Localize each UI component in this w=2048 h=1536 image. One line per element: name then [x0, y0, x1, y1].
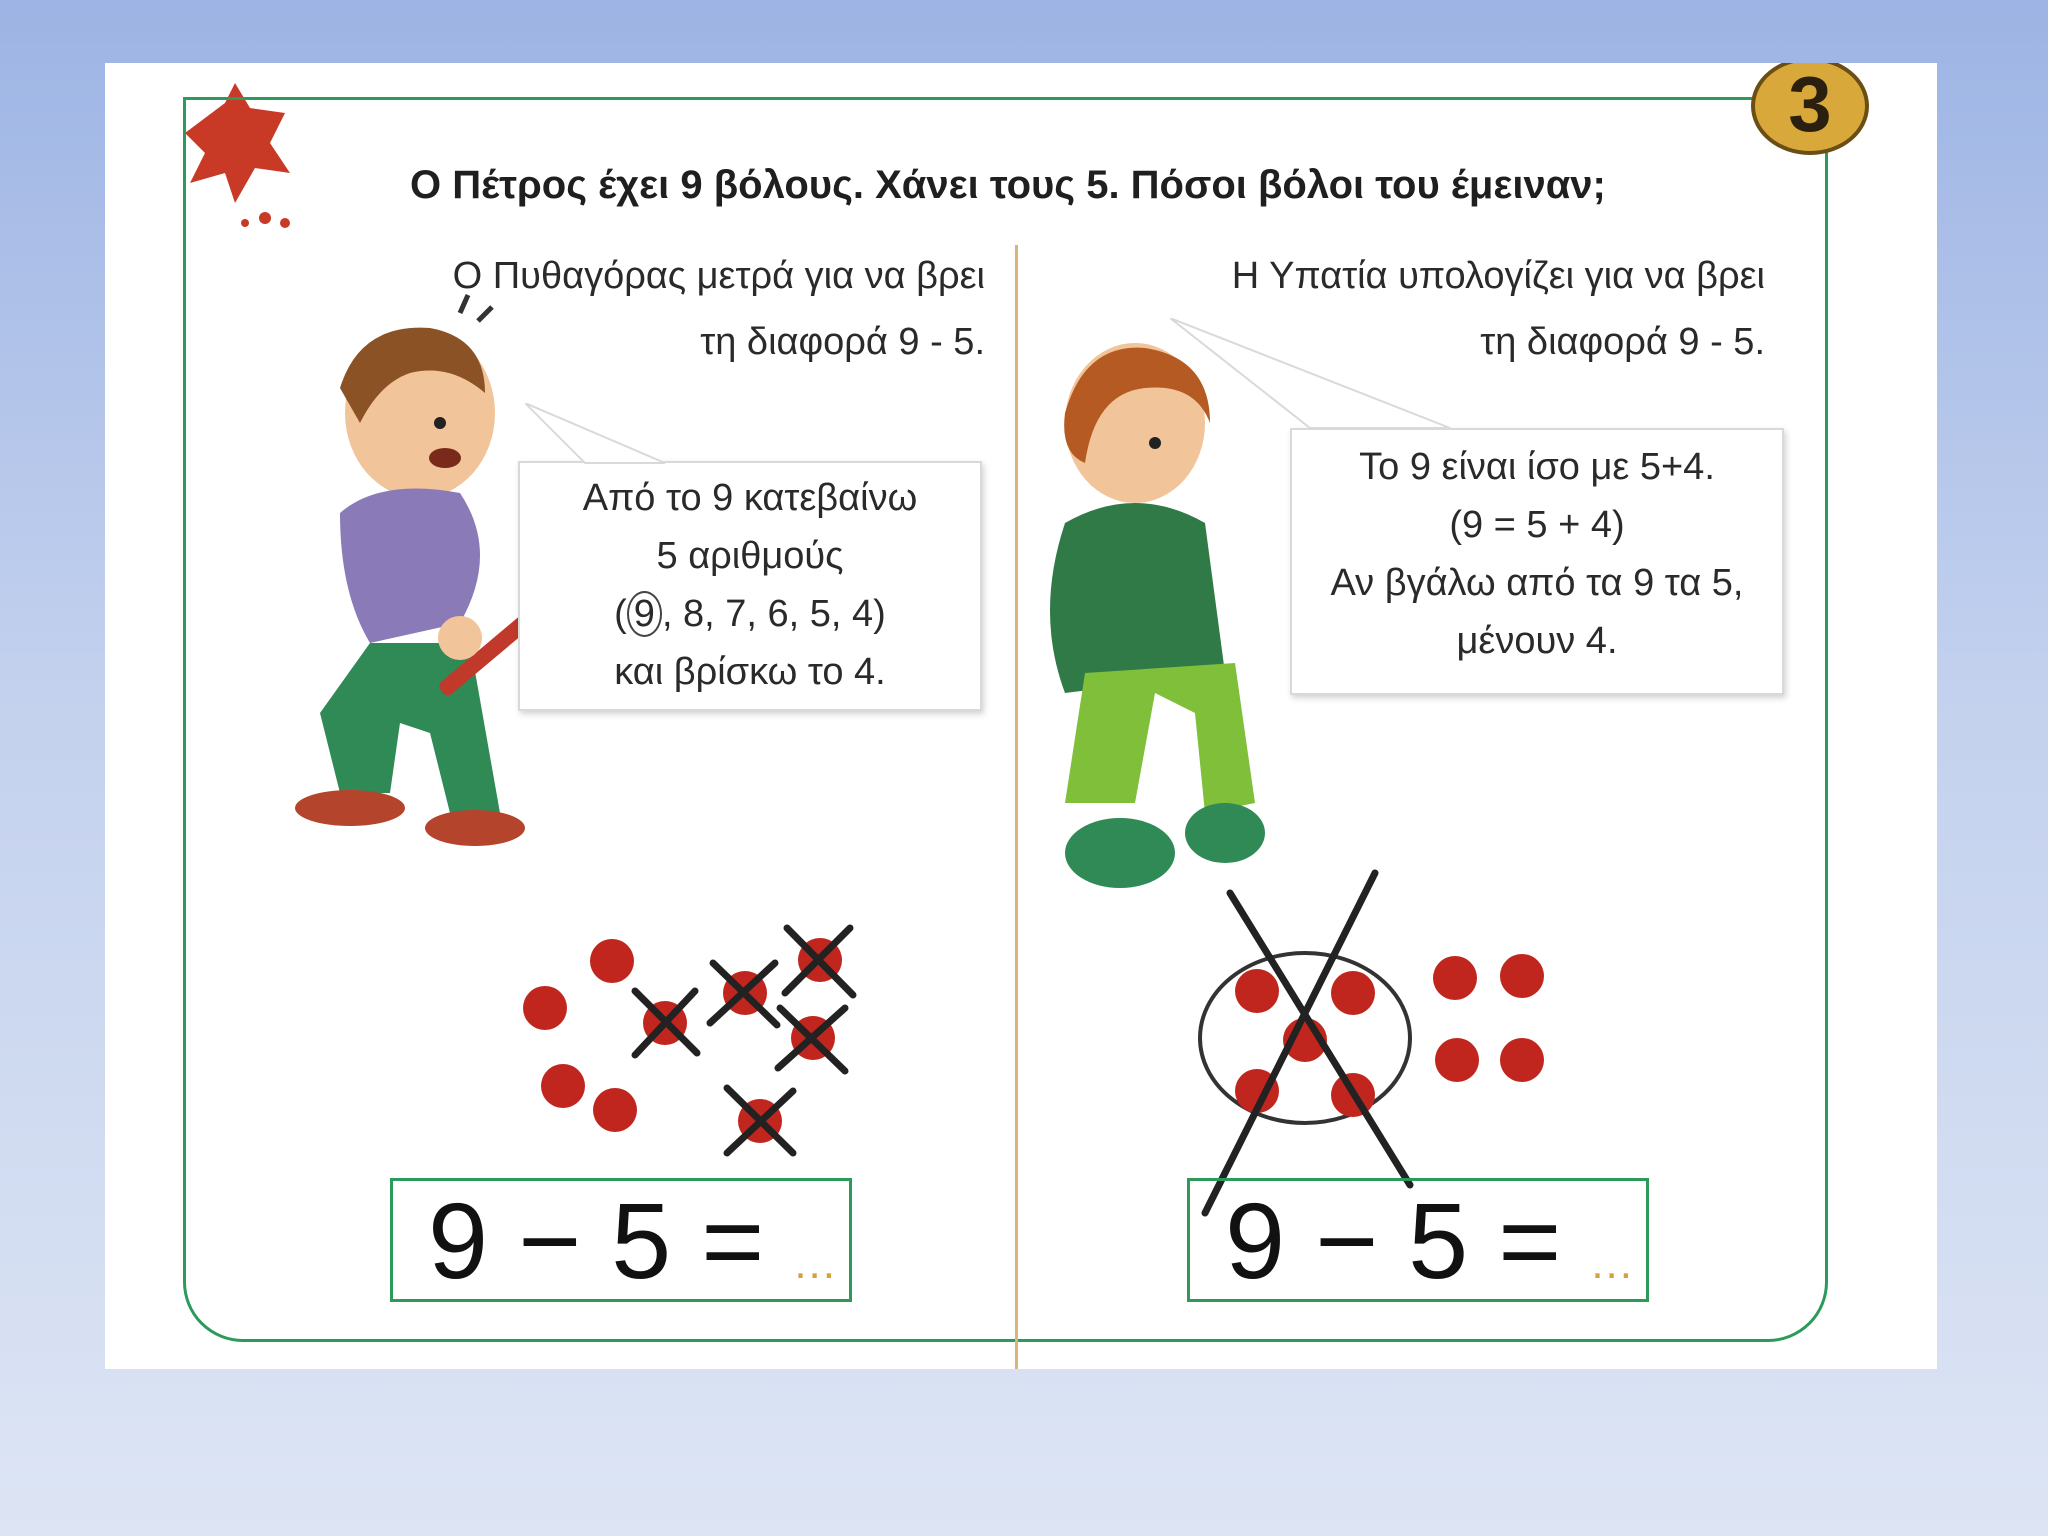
marble — [1500, 1038, 1544, 1082]
right-speech-bubble — [1290, 428, 1784, 695]
left-equation-box — [390, 1178, 852, 1302]
left-bubble-tail — [525, 403, 725, 473]
left-intro-line: τη διαφορά 9 - 5. — [700, 321, 985, 363]
marble — [1500, 954, 1544, 998]
left-equation: 9 − 5 = — [428, 1180, 765, 1301]
right-equation-box — [1187, 1178, 1649, 1302]
right-bubble-line: Αν βγάλω από τα 9 τα 5, — [1330, 562, 1744, 604]
boy-character-illustration — [230, 293, 530, 853]
left-bubble-sequence — [520, 585, 980, 643]
right-bubble-line: μένουν 4. — [1456, 620, 1618, 662]
marble — [593, 1088, 637, 1132]
marble — [1435, 1038, 1479, 1082]
problem-question: Ο Πέτρος έχει 9 βόλους. Χάνει τους 5. Πόσοι βόλοι του έμειναν; — [410, 163, 1606, 207]
right-bubble-line: Το 9 είναι ίσο με 5+4. — [1359, 446, 1715, 488]
worksheet-page — [105, 63, 1937, 1369]
left-bubble-line: 5 αριθμούς — [656, 535, 844, 577]
marble — [541, 1064, 585, 1108]
right-bubble-tail — [1170, 318, 1470, 433]
left-marbles-group — [505, 903, 925, 1183]
right-equation: 9 − 5 = — [1225, 1180, 1562, 1301]
left-bubble-line: και βρίσκω το 4. — [614, 651, 886, 693]
right-bubble-line: (9 = 5 + 4) — [1449, 504, 1625, 546]
circled-number: 9 — [627, 591, 662, 637]
marble — [1235, 969, 1279, 1013]
page-number-badge: 3 — [1751, 63, 1869, 155]
right-intro-line: Η Υπατία υπολογίζει για να βρει — [1231, 255, 1765, 297]
sequence-open-paren: ( — [614, 593, 627, 635]
right-marbles-group — [1185, 863, 1585, 1223]
marble — [1433, 956, 1477, 1000]
marble — [1331, 971, 1375, 1015]
right-intro-line: τη διαφορά 9 - 5. — [1480, 321, 1765, 363]
column-divider — [1015, 245, 1018, 1369]
left-bubble-line: Από το 9 κατεβαίνω — [582, 477, 918, 519]
marble — [590, 939, 634, 983]
sequence-rest: , 8, 7, 6, 5, 4) — [661, 593, 886, 635]
marble — [523, 986, 567, 1030]
right-answer-blank[interactable]: ... — [1591, 1239, 1634, 1288]
left-intro-line: Ο Πυθαγόρας μετρά για να βρει — [452, 255, 985, 297]
left-answer-blank[interactable]: ... — [794, 1239, 837, 1288]
left-speech-bubble — [518, 461, 982, 711]
